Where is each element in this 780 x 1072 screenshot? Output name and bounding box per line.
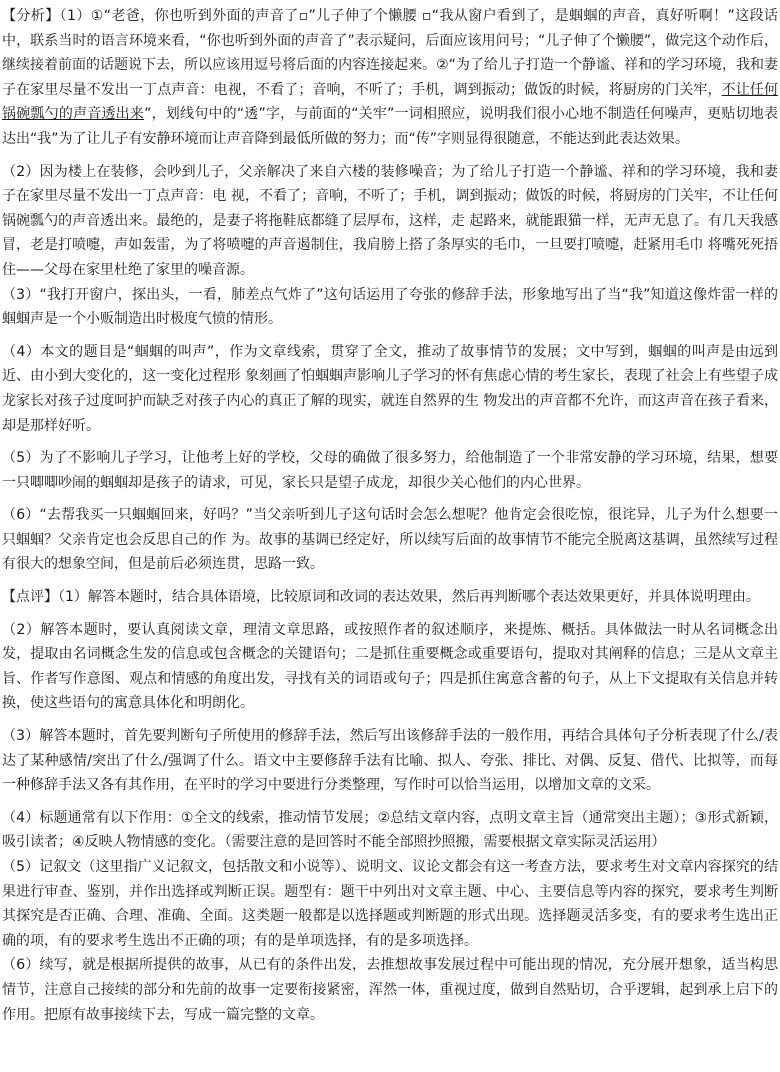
- analysis-paragraph-5: （5）为了不影响儿子学习，让他考上好的学校，父母的确做了很多努力，给他制造了一个非常安静的学习环境，结果，想要一只唧唧吵闹的蝈蝈却是孩子的请求，可见，家长只是望子成龙，却很少关心他们的内心世界。: [2, 450, 778, 491]
- comment-paragraph-5: （5）记叙文（这里指广义记叙文，包括散文和小说等）、说明文、议论文都会有这一考查方法，要求考生对文章内容探究的结果进行审查、鉴别，并作出选择或判断正误。题型有：题干中列出对文章主题、中心、主要信息等内容的探究，要求考生判断其探究是否正确、合理、准确、全面。这类题一般都是以选择题或判断题的形式出现。选择题灵活多变，有的要求考生选出正确的项，有的要求考生选出不正确的项；有的是单项选择，有的是多项选择。: [2, 859, 778, 949]
- comment-paragraph-1: 【点评】（1）解答本题时，结合具体语境，比较原词和改词的表达效果，然后再判断哪个表达效果更好，并具体说明理由。: [2, 589, 760, 606]
- analysis-paragraph-6: （6）“去帮我买一只蝈蝈回来，好吗？”当父亲听到儿子这句话时会怎么想呢？他肯定会很吃惊，很诧异，儿子为什么想要一只蝈蝈？父亲肯定也会反思自己的作 为。故事的基调已经定好，所以续写后面的故事情节不能完全脱离这基调，虽然续写过程有很大的想象空间，但是前后必须连贯，思路一致。: [2, 507, 778, 573]
- comment-paragraph-6: （6）续写，就是根据所提供的故事，从已有的条件出发，去推想故事发展过程中可能出现的情况，充分展开想象，适当构思情节，注意自己接续的部分和先前的故事一定要衔接紧密，浑然一体，重视过度，做到自然贴切，合乎逻辑，起到承上启下的作用。把原有故事接续下去，写成一篇完整的文章。: [2, 957, 778, 1023]
- analysis-paragraph-3: （3）“我打开窗户，探出头，一看，肺差点气炸了”这句话运用了夸张的修辞手法，形象地写出了当“我”知道这像炸雷一样的蝈蝈声是一个小贩制造出时极度气愤的情形。: [2, 286, 778, 328]
- underlined-sentence: 不让任何锅碗瓢勺的声音透出来: [2, 81, 779, 123]
- comment-paragraph-2: （2）解答本题时，要认真阅读文章，理清文章思路，或按照作者的叙述顺序，来提炼、概括。具体做法一时从名词概念出发，提取由名词概念生发的信息或包含概念的关键语句；二是抓住重要概念或重要语句，提取对其阐释的信息；三是从文章主旨、作者写作意图、观点和情感的角度出发，寻找有关的词语或句子；四是抓住寓意含蓄的句子，从上下文提取有关信息并转换，使这些语句的寓意具体化和明朗化。: [2, 621, 778, 712]
- comment-paragraph-4: （4）标题通常有以下作用：①全文的线索，推动情节发展；②总结文章内容，点明文章主旨（通常突出主题）；③形式新颖，吸引读者；④反映人物情感的变化。（需要注意的是回答时不能全部照抄照搬，需要根据文章实际灵活运用）: [2, 809, 778, 851]
- analysis-paragraph-1-text-b: ”，划线句中的“透”字，与前面的“关牢”一词相照应，说明我们很小心地不制造任何噪声，更贴切地表达出“我”为了让儿子有安静环境而让声音降到最低所做的努力；而“传”字则显得很随意，不能达到此表达效果。: [2, 106, 779, 147]
- analysis-paragraph-2: （2）因为楼上在装修，会吵到儿子，父亲解决了来自六楼的装修噪音；为了给儿子打造一个静谧、祥和的学习环境，我和妻子在家里尽量不发出一丁点声音：电 视，不看了；音响，不听了；手机，调到振动；做饭的时候，将厨房的门关牢，不让任何锅碗瓢勺的声音透出来。最绝的，是妻子将拖鞋底都缝了层厚布，这样，走 起路来，就能跟猫一样，无声无息了。有几天我感冒，老是打喷嚏，声如轰雷，为了将喷嚏的声音遏制住，我肩膀上搭了条厚实的毛巾，一旦要打喷嚏，赶紧用毛巾 将嘴死死捂住——父母在家里杜绝了家里的噪音源。: [2, 163, 778, 278]
- analysis-paragraph-1: [2, 4, 778, 152]
- analysis-paragraph-4: （4）本文的题目是“蝈蝈的叫声”，作为文章线索，贯穿了全文，推动了故事情节的发展；文中写到，蝈蝈的叫声是由远到近、由小到大变化的，这一变化过程形 象刻画了怕蝈蝈声影响儿子学习的怀有焦虑心情的考生家长，表现了社会上有些望子成龙家长对孩子过度呵护而缺乏对孩子内心的真正了解的现实，就连自然界的生 物发出的声音都不允许，而这声音在孩子看来，却是那样好听。: [2, 343, 778, 434]
- comment-paragraph-3: （3）解答本题时，首先要判断句子所使用的修辞手法，然后写出该修辞手法的一般作用，再结合具体句子分析表现了什么/表达了某种感情/突出了什么/强调了什么。语文中主要修辞手法有比喻、拟人、夸张、排比、对偶、反复、借代、比拟等，而每一种修辞手法又各有其作用，在平时的学习中要进行分类整理，写作时可以恰当运用，以增加文章的文采。: [2, 728, 778, 794]
- analysis-paragraph-1-text-a: 【分析】（1）①“老爸，你也听到外面的声音了▫”儿子伸了个懒腰 ▫“我从窗户看到了，是蝈蝈的声音，真好听啊！”这段话中，联系当时的语言环境来看，“你也听到外面的声音了”表示疑问，后面应该用问号；“儿子伸了个懒腰”，做完这个动作后，继续接着前面的话题说下去，所以应该用逗号将后面的内容连接起来。②“为了给儿子打造一个静谧、祥和的学习环境，我和妻子在家里尽量不发出一丁点声音：电视，不看了；音响，不听了；手机，调到振动；做饭的时候，将厨房的门关牢，: [2, 8, 778, 98]
